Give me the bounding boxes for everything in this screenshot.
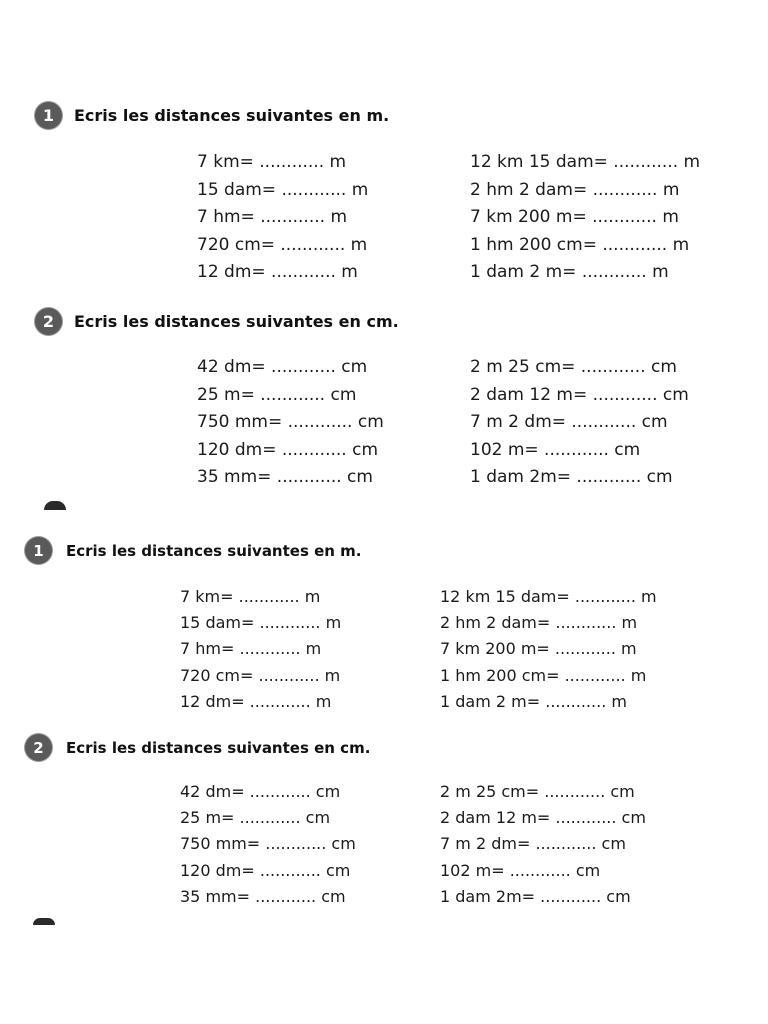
exercise-1-right-column (440, 584, 657, 715)
conversion-item: 120 dm= ............ cm (197, 439, 379, 460)
conversion-item: 1 hm 200 cm= ............ m (440, 665, 647, 685)
exercise-2-right-column (470, 354, 689, 492)
conversion-item: 1 hm 200 cm= ............ m (470, 234, 690, 255)
conversion-item: 2 hm 2 dam= ............ m (440, 613, 638, 633)
conversion-item: 2 m 25 cm= ............ cm (440, 782, 635, 801)
conversion-item: 720 cm= ............ m (180, 665, 341, 685)
conversion-item: 7 hm= ............ m (180, 639, 322, 659)
exercise-1-left-column (180, 584, 341, 715)
conversion-item: 7 hm= ............ m (197, 207, 348, 227)
conversion-item: 102 m= ............ cm (470, 439, 641, 460)
conversion-item: 42 dm= ............ cm (197, 357, 368, 377)
conversion-item: 42 dm= ............ cm (180, 782, 341, 801)
conversion-item: 2 dam 12 m= ............ cm (440, 808, 646, 828)
conversion-item: 7 m 2 dm= ............ cm (470, 412, 668, 432)
conversion-item: 2 dam 12 m= ............ cm (470, 384, 689, 405)
conversion-item: 2 hm 2 dam= ............ m (470, 179, 680, 200)
conversion-item: 12 km 15 dam= ............ m (440, 587, 657, 606)
conversion-item: 720 cm= ............ m (197, 234, 368, 255)
conversion-item: 1 dam 2 m= ............ m (440, 691, 627, 711)
conversion-item: 25 m= ............ cm (197, 384, 357, 405)
conversion-item: 15 dam= ............ m (197, 179, 369, 200)
exercise-2-header (25, 734, 370, 761)
exercise-2-right-column (440, 779, 646, 910)
exercise-1-right-column (470, 149, 700, 287)
conversion-item: 750 mm= ............ cm (197, 412, 384, 432)
conversion-item: 7 m 2 dm= ............ cm (440, 834, 626, 854)
exercise-title: Ecris les distances suivantes en cm. (74, 312, 399, 331)
exercise-2-left-column (197, 354, 384, 492)
exercise-2-header (35, 308, 399, 335)
conversion-item: 35 mm= ............ cm (197, 467, 373, 487)
conversion-item: 15 dam= ............ m (180, 613, 342, 633)
conversion-item: 35 mm= ............ cm (180, 886, 346, 906)
conversion-item: 2 m 25 cm= ............ cm (470, 357, 677, 377)
conversion-item: 12 dm= ............ m (180, 691, 332, 711)
exercise-title: Ecris les distances suivantes en m. (74, 106, 390, 125)
conversion-item: 120 dm= ............ cm (180, 860, 351, 880)
conversion-item: 1 dam 2m= ............ cm (470, 467, 673, 487)
conversion-item: 1 dam 2m= ............ cm (440, 886, 631, 906)
exercise-number-badge: 2 (25, 734, 52, 761)
worksheet-copy-1 (0, 0, 768, 510)
conversion-item: 7 km= ............ m (197, 152, 347, 172)
conversion-item: 750 mm= ............ cm (180, 834, 356, 854)
conversion-item: 7 km 200 m= ............ m (440, 639, 637, 659)
cropped-badge-fragment (44, 501, 66, 510)
conversion-item: 25 m= ............ cm (180, 808, 331, 828)
conversion-item: 7 km= ............ m (180, 587, 321, 606)
exercise-title: Ecris les distances suivantes en cm. (66, 738, 371, 757)
conversion-item: 102 m= ............ cm (440, 860, 601, 880)
conversion-item: 1 dam 2 m= ............ m (470, 262, 669, 282)
exercise-title: Ecris les distances suivantes en m. (66, 541, 362, 560)
exercise-number-badge: 2 (35, 308, 62, 335)
exercise-2-left-column (180, 779, 356, 910)
exercise-1-left-column (197, 149, 368, 287)
conversion-item: 12 dm= ............ m (197, 262, 358, 282)
cropped-badge-fragment (33, 918, 55, 925)
worksheet-copy-2 (0, 510, 768, 930)
exercise-number-badge: 1 (25, 537, 52, 564)
conversion-item: 7 km 200 m= ............ m (470, 207, 679, 227)
exercise-1-header (25, 537, 362, 564)
conversion-item: 12 km 15 dam= ............ m (470, 152, 701, 172)
exercise-1-header (35, 102, 389, 129)
exercise-number-badge: 1 (35, 102, 62, 129)
